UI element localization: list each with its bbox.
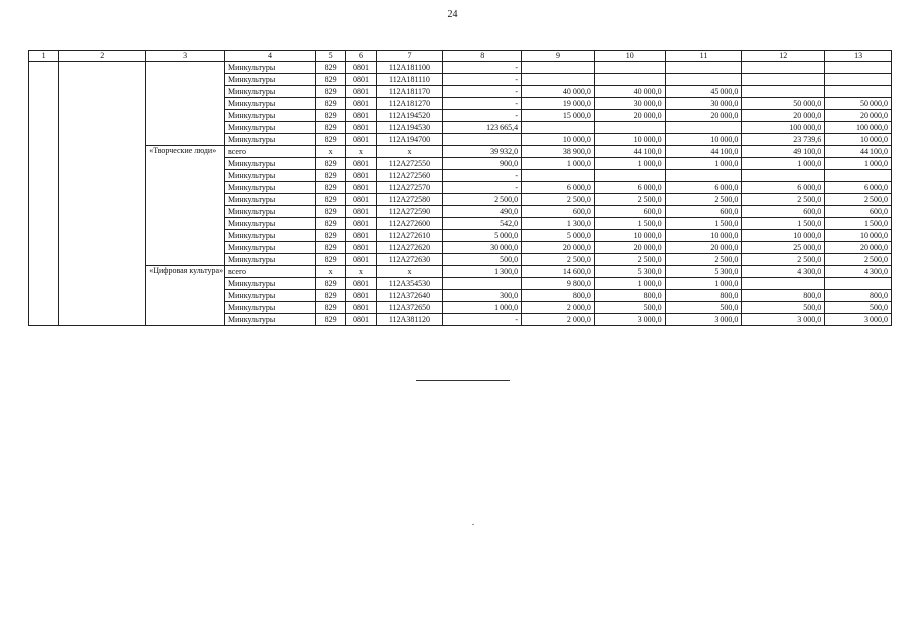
value-cell: 112A194530 <box>376 122 443 134</box>
value-cell: 20 000,0 <box>665 110 742 122</box>
value-cell <box>665 74 742 86</box>
value-cell: 20 000,0 <box>594 110 665 122</box>
value-cell: 10 000,0 <box>825 230 892 242</box>
column-header: 3 <box>146 51 225 62</box>
column-header: 8 <box>443 51 522 62</box>
value-cell: 500,0 <box>594 302 665 314</box>
value-cell <box>522 74 595 86</box>
value-cell: 123 665,4 <box>443 122 522 134</box>
value-cell: 0801 <box>346 122 376 134</box>
value-cell <box>443 278 522 290</box>
value-cell: 1 000,0 <box>522 158 595 170</box>
value-cell <box>665 170 742 182</box>
value-cell: 2 500,0 <box>594 194 665 206</box>
value-cell: 1 000,0 <box>742 158 825 170</box>
value-cell: 829 <box>315 314 345 326</box>
value-cell <box>522 170 595 182</box>
value-cell: 2 500,0 <box>825 194 892 206</box>
value-cell <box>742 74 825 86</box>
value-cell: 20 000,0 <box>825 242 892 254</box>
value-cell <box>825 170 892 182</box>
value-cell: 2 500,0 <box>825 254 892 266</box>
value-cell: 50 000,0 <box>742 98 825 110</box>
value-cell: 49 100,0 <box>742 146 825 158</box>
executor-cell: Минкультуры <box>225 182 316 194</box>
value-cell: 3 000,0 <box>665 314 742 326</box>
value-cell: 829 <box>315 290 345 302</box>
value-cell: x <box>346 146 376 158</box>
value-cell: 600,0 <box>825 206 892 218</box>
value-cell: 0801 <box>346 74 376 86</box>
value-cell: 0801 <box>346 170 376 182</box>
value-cell <box>825 74 892 86</box>
value-cell: 829 <box>315 62 345 74</box>
value-cell: 10 000,0 <box>665 230 742 242</box>
executor-cell: Минкультуры <box>225 98 316 110</box>
value-cell: x <box>376 146 443 158</box>
executor-cell: Минкультуры <box>225 290 316 302</box>
value-cell: - <box>443 182 522 194</box>
value-cell <box>522 62 595 74</box>
value-cell: 2 500,0 <box>594 254 665 266</box>
value-cell: 112A181110 <box>376 74 443 86</box>
value-cell: 6 000,0 <box>522 182 595 194</box>
value-cell: 45 000,0 <box>665 86 742 98</box>
executor-cell: Минкультуры <box>225 230 316 242</box>
value-cell: 0801 <box>346 242 376 254</box>
value-cell: 0801 <box>346 182 376 194</box>
value-cell: 112A372640 <box>376 290 443 302</box>
value-cell <box>742 170 825 182</box>
value-cell: 1 000,0 <box>443 302 522 314</box>
value-cell: 100 000,0 <box>825 122 892 134</box>
executor-cell: Минкультуры <box>225 110 316 122</box>
value-cell: 1 500,0 <box>742 218 825 230</box>
value-cell: 829 <box>315 194 345 206</box>
value-cell: 3 000,0 <box>594 314 665 326</box>
value-cell: 10 000,0 <box>594 230 665 242</box>
value-cell <box>522 122 595 134</box>
value-cell: 829 <box>315 206 345 218</box>
value-cell: 0801 <box>346 218 376 230</box>
value-cell: 2 500,0 <box>742 254 825 266</box>
value-cell <box>825 86 892 98</box>
value-cell: - <box>443 62 522 74</box>
value-cell: 800,0 <box>522 290 595 302</box>
executor-cell: Минкультуры <box>225 134 316 146</box>
value-cell <box>825 278 892 290</box>
value-cell: 1 500,0 <box>665 218 742 230</box>
executor-cell: Минкультуры <box>225 62 316 74</box>
column-header: 2 <box>59 51 146 62</box>
value-cell: 0801 <box>346 158 376 170</box>
column-header: 12 <box>742 51 825 62</box>
column-header: 7 <box>376 51 443 62</box>
value-cell: 1 300,0 <box>443 266 522 278</box>
project-name-cell: «Творческие люди» <box>146 146 225 266</box>
value-cell: 829 <box>315 218 345 230</box>
value-cell: 4 300,0 <box>742 266 825 278</box>
value-cell: 0801 <box>346 314 376 326</box>
value-cell: 2 500,0 <box>443 194 522 206</box>
value-cell <box>742 62 825 74</box>
value-cell: 542,0 <box>443 218 522 230</box>
value-cell: 600,0 <box>522 206 595 218</box>
table-body <box>29 62 892 326</box>
value-cell <box>594 122 665 134</box>
executor-cell: Минкультуры <box>225 170 316 182</box>
value-cell: 0801 <box>346 134 376 146</box>
value-cell: 800,0 <box>665 290 742 302</box>
value-cell: 112A372650 <box>376 302 443 314</box>
column-header: 6 <box>346 51 376 62</box>
value-cell: 5 300,0 <box>665 266 742 278</box>
value-cell: 30 000,0 <box>443 242 522 254</box>
value-cell: 14 600,0 <box>522 266 595 278</box>
value-cell: 10 000,0 <box>742 230 825 242</box>
value-cell: 0801 <box>346 302 376 314</box>
value-cell: 900,0 <box>443 158 522 170</box>
value-cell: 0801 <box>346 290 376 302</box>
value-cell <box>742 278 825 290</box>
value-cell: 800,0 <box>594 290 665 302</box>
executor-cell: всего <box>225 266 316 278</box>
value-cell: 44 100,0 <box>825 146 892 158</box>
project-name-cell <box>146 62 225 146</box>
value-cell: 0801 <box>346 62 376 74</box>
executor-cell: Минкультуры <box>225 278 316 290</box>
value-cell: 0801 <box>346 230 376 242</box>
value-cell: 0801 <box>346 278 376 290</box>
value-cell <box>594 170 665 182</box>
executor-cell: Минкультуры <box>225 242 316 254</box>
value-cell: x <box>346 266 376 278</box>
scan-speck <box>472 524 474 525</box>
column-header: 4 <box>225 51 316 62</box>
value-cell: 0801 <box>346 254 376 266</box>
value-cell: 2 000,0 <box>522 314 595 326</box>
value-cell: 5 300,0 <box>594 266 665 278</box>
column-header: 1 <box>29 51 59 62</box>
value-cell: 829 <box>315 254 345 266</box>
value-cell: 112A194700 <box>376 134 443 146</box>
value-cell: 0801 <box>346 86 376 98</box>
value-cell: 1 000,0 <box>665 158 742 170</box>
value-cell: 9 800,0 <box>522 278 595 290</box>
value-cell: 1 300,0 <box>522 218 595 230</box>
value-cell: 0801 <box>346 206 376 218</box>
value-cell: 800,0 <box>825 290 892 302</box>
value-cell <box>742 86 825 98</box>
value-cell: 300,0 <box>443 290 522 302</box>
executor-cell: Минкультуры <box>225 194 316 206</box>
value-cell <box>665 122 742 134</box>
table-row <box>29 62 892 74</box>
value-cell: 829 <box>315 230 345 242</box>
value-cell: 500,0 <box>443 254 522 266</box>
value-cell: 829 <box>315 122 345 134</box>
value-cell: 10 000,0 <box>522 134 595 146</box>
executor-cell: Минкультуры <box>225 314 316 326</box>
value-cell: 600,0 <box>742 206 825 218</box>
value-cell: 6 000,0 <box>742 182 825 194</box>
value-cell: 0801 <box>346 110 376 122</box>
column-header: 13 <box>825 51 892 62</box>
value-cell: 100 000,0 <box>742 122 825 134</box>
value-cell: 500,0 <box>665 302 742 314</box>
value-cell: 112A354530 <box>376 278 443 290</box>
table-row <box>29 266 892 278</box>
value-cell: 23 739,6 <box>742 134 825 146</box>
value-cell: 40 000,0 <box>522 86 595 98</box>
value-cell: 6 000,0 <box>825 182 892 194</box>
value-cell: 112A272590 <box>376 206 443 218</box>
executor-cell: Минкультуры <box>225 218 316 230</box>
value-cell: 1 500,0 <box>594 218 665 230</box>
value-cell: 10 000,0 <box>594 134 665 146</box>
value-cell: 3 000,0 <box>825 314 892 326</box>
value-cell: 20 000,0 <box>594 242 665 254</box>
executor-cell: Минкультуры <box>225 86 316 98</box>
executor-cell: Минкультуры <box>225 254 316 266</box>
value-cell: 20 000,0 <box>522 242 595 254</box>
col-1-cell <box>29 62 59 326</box>
value-cell: 19 000,0 <box>522 98 595 110</box>
value-cell <box>825 62 892 74</box>
value-cell: - <box>443 86 522 98</box>
value-cell: 112A272580 <box>376 194 443 206</box>
value-cell: 600,0 <box>665 206 742 218</box>
value-cell: 3 000,0 <box>742 314 825 326</box>
value-cell: 112A194520 <box>376 110 443 122</box>
value-cell: 1 500,0 <box>825 218 892 230</box>
value-cell: 0801 <box>346 194 376 206</box>
budget-table <box>28 50 892 326</box>
value-cell: 112A272560 <box>376 170 443 182</box>
value-cell: x <box>376 266 443 278</box>
value-cell: 25 000,0 <box>742 242 825 254</box>
value-cell: 829 <box>315 74 345 86</box>
value-cell: 1 000,0 <box>594 158 665 170</box>
value-cell: 5 000,0 <box>443 230 522 242</box>
value-cell: 829 <box>315 158 345 170</box>
project-name-cell: «Цифровая культура» <box>146 266 225 326</box>
value-cell: 112A272610 <box>376 230 443 242</box>
value-cell: 2 500,0 <box>665 254 742 266</box>
value-cell: 10 000,0 <box>825 134 892 146</box>
value-cell: - <box>443 314 522 326</box>
value-cell: - <box>443 110 522 122</box>
value-cell: 4 300,0 <box>825 266 892 278</box>
value-cell: 2 000,0 <box>522 302 595 314</box>
value-cell: 20 000,0 <box>742 110 825 122</box>
value-cell: 112A181170 <box>376 86 443 98</box>
value-cell: 112A181270 <box>376 98 443 110</box>
column-header: 5 <box>315 51 345 62</box>
col-2-cell <box>59 62 146 326</box>
value-cell: 490,0 <box>443 206 522 218</box>
table-row <box>29 146 892 158</box>
executor-cell: Минкультуры <box>225 74 316 86</box>
value-cell: 1 000,0 <box>825 158 892 170</box>
value-cell: 800,0 <box>742 290 825 302</box>
separator-line <box>416 380 510 381</box>
value-cell: x <box>315 146 345 158</box>
executor-cell: всего <box>225 146 316 158</box>
page-number: 24 <box>447 9 458 20</box>
value-cell: 112A181100 <box>376 62 443 74</box>
column-number-row <box>29 51 892 62</box>
value-cell: 829 <box>315 302 345 314</box>
value-cell: 2 500,0 <box>742 194 825 206</box>
value-cell: 2 500,0 <box>522 254 595 266</box>
value-cell: 2 500,0 <box>665 194 742 206</box>
value-cell: 829 <box>315 170 345 182</box>
value-cell: 30 000,0 <box>665 98 742 110</box>
value-cell: 40 000,0 <box>594 86 665 98</box>
value-cell: 20 000,0 <box>825 110 892 122</box>
value-cell: 829 <box>315 110 345 122</box>
value-cell: 38 900,0 <box>522 146 595 158</box>
value-cell: 829 <box>315 134 345 146</box>
value-cell: 6 000,0 <box>594 182 665 194</box>
value-cell: 600,0 <box>594 206 665 218</box>
value-cell: 6 000,0 <box>665 182 742 194</box>
column-header: 10 <box>594 51 665 62</box>
value-cell: 1 000,0 <box>594 278 665 290</box>
column-header: 9 <box>522 51 595 62</box>
value-cell: 112A272550 <box>376 158 443 170</box>
value-cell: 10 000,0 <box>665 134 742 146</box>
value-cell: 829 <box>315 278 345 290</box>
value-cell: x <box>315 266 345 278</box>
value-cell: 112A381120 <box>376 314 443 326</box>
value-cell: 0801 <box>346 98 376 110</box>
value-cell <box>665 62 742 74</box>
column-header: 11 <box>665 51 742 62</box>
value-cell: 2 500,0 <box>522 194 595 206</box>
value-cell <box>443 134 522 146</box>
executor-cell: Минкультуры <box>225 302 316 314</box>
value-cell: 39 932,0 <box>443 146 522 158</box>
executor-cell: Минкультуры <box>225 122 316 134</box>
value-cell: 829 <box>315 242 345 254</box>
value-cell: 112A272620 <box>376 242 443 254</box>
value-cell: - <box>443 98 522 110</box>
value-cell: 1 000,0 <box>665 278 742 290</box>
value-cell: 5 000,0 <box>522 230 595 242</box>
value-cell: 20 000,0 <box>665 242 742 254</box>
executor-cell: Минкультуры <box>225 158 316 170</box>
value-cell: 829 <box>315 86 345 98</box>
value-cell: - <box>443 170 522 182</box>
value-cell: 500,0 <box>825 302 892 314</box>
value-cell: 112A272570 <box>376 182 443 194</box>
value-cell <box>594 62 665 74</box>
value-cell: 30 000,0 <box>594 98 665 110</box>
value-cell: 50 000,0 <box>825 98 892 110</box>
value-cell: 829 <box>315 182 345 194</box>
value-cell: 829 <box>315 98 345 110</box>
executor-cell: Минкультуры <box>225 206 316 218</box>
value-cell: 44 100,0 <box>594 146 665 158</box>
value-cell: 112A272600 <box>376 218 443 230</box>
value-cell: - <box>443 74 522 86</box>
value-cell: 15 000,0 <box>522 110 595 122</box>
value-cell <box>594 74 665 86</box>
value-cell: 112A272630 <box>376 254 443 266</box>
value-cell: 500,0 <box>742 302 825 314</box>
value-cell: 44 100,0 <box>665 146 742 158</box>
